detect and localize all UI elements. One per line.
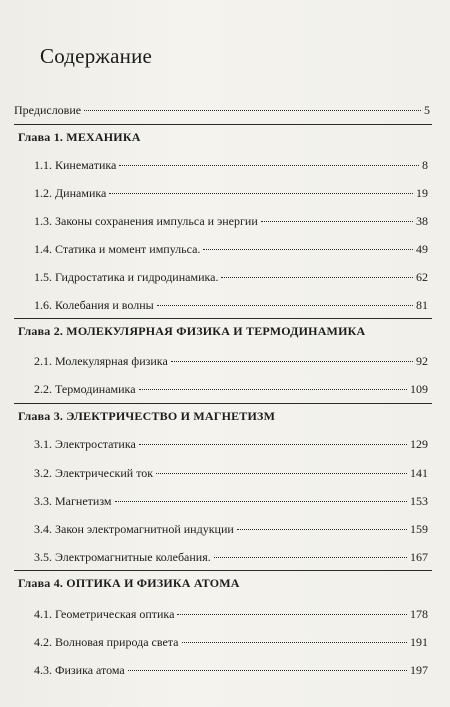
dot-leader (203, 249, 413, 250)
dot-leader (119, 165, 419, 166)
toc-entry[interactable] (34, 270, 428, 284)
dot-leader (156, 473, 407, 474)
toc-page-number: 62 (416, 270, 428, 284)
toc-entry-label: 4.3. Физика атома (34, 663, 125, 677)
toc-page-number: 49 (416, 242, 428, 256)
section-divider (14, 403, 432, 404)
dot-leader (221, 277, 413, 278)
dot-leader (84, 110, 421, 111)
dot-leader (182, 642, 407, 643)
toc-entry-label: 3.1. Электростатика (34, 437, 136, 451)
toc-entry-label: 2.1. Молекулярная физика (34, 354, 168, 368)
toc-entry-label: 3.3. Магнетизм (34, 494, 112, 508)
toc-entry-label: 1.6. Колебания и волны (34, 298, 154, 312)
dot-leader (177, 614, 407, 615)
toc-page-number: 178 (410, 607, 428, 621)
section-divider (14, 124, 432, 125)
toc-entry[interactable] (34, 635, 428, 649)
chapter-heading[interactable]: Глава 1. МЕХАНИКА (18, 130, 141, 144)
toc-entry-label: 1.5. Гидростатика и гидродинамика. (34, 270, 219, 284)
toc-page-number: 5 (424, 103, 430, 117)
dot-leader (139, 444, 407, 445)
toc-page-number: 38 (416, 214, 428, 228)
toc-entry[interactable] (34, 298, 428, 312)
toc-page-number: 81 (416, 298, 428, 312)
dot-leader (214, 557, 407, 558)
toc-page-number: 191 (410, 635, 428, 649)
dot-leader (115, 501, 408, 502)
toc-entry[interactable] (34, 522, 428, 536)
toc-page-number: 109 (410, 382, 428, 396)
dot-leader (157, 305, 413, 306)
toc-entry-label: 1.2. Динамика (34, 186, 107, 200)
toc-page-number: 153 (410, 494, 428, 508)
toc-entry-label: 4.1. Геометрическая оптика (34, 607, 175, 621)
toc-entry[interactable] (34, 214, 428, 228)
toc-entry-label: 3.5. Электромагнитные колебания. (34, 550, 211, 564)
toc-page-number: 92 (416, 354, 428, 368)
toc-entry-label: 3.2. Электрический ток (34, 466, 154, 480)
toc-entry-label: 1.3. Законы сохранения импульса и энергии (34, 214, 258, 228)
toc-entry[interactable] (34, 242, 428, 256)
toc-entry[interactable] (34, 494, 428, 508)
dot-leader (237, 529, 407, 530)
toc-entry[interactable] (34, 466, 428, 480)
toc-page-number: 159 (410, 522, 428, 536)
dot-leader (128, 670, 407, 671)
dot-leader (171, 361, 413, 362)
toc-page-number: 19 (416, 186, 428, 200)
chapter-heading[interactable]: Глава 3. ЭЛЕКТРИЧЕСТВО И МАГНЕТИЗМ (18, 409, 276, 423)
toc-page-number: 129 (410, 437, 428, 451)
toc-entry-label: 3.4. Закон электромагнитной индукции (34, 522, 234, 536)
toc-entry-label: 1.4. Статика и момент импульса. (34, 242, 201, 256)
chapter-heading[interactable]: Глава 4. ОПТИКА И ФИЗИКА АТОМА (18, 576, 240, 590)
toc-entry-preface[interactable] (14, 103, 430, 117)
toc-entry[interactable] (34, 607, 428, 621)
toc-entry[interactable] (34, 186, 428, 200)
toc-page-number: 197 (410, 663, 428, 677)
dot-leader (139, 389, 407, 390)
dot-leader (261, 221, 413, 222)
toc-entry[interactable] (34, 550, 428, 564)
toc-entry-label: 4.2. Волновая природа света (34, 635, 179, 649)
toc-entry[interactable] (34, 354, 428, 368)
toc-entry-label: 1.1. Кинематика (34, 158, 117, 172)
toc-entry[interactable] (34, 437, 428, 451)
section-divider (14, 318, 432, 319)
toc-page-number: 8 (422, 158, 428, 172)
toc-entry[interactable] (34, 382, 428, 396)
dot-leader (109, 193, 413, 194)
toc-entry[interactable] (34, 158, 428, 172)
section-divider (14, 570, 432, 571)
chapter-heading[interactable]: Глава 2. МОЛЕКУЛЯРНАЯ ФИЗИКА И ТЕРМОДИНАМИКА (18, 324, 366, 338)
toc-page-number: 167 (410, 550, 428, 564)
toc-page-number: 141 (410, 466, 428, 480)
toc-entry-label: 2.2. Термодинамика (34, 382, 136, 396)
toc-entry[interactable] (34, 663, 428, 677)
page-title: Содержание (40, 44, 153, 68)
toc-entry-label: Предисловие (14, 103, 82, 117)
